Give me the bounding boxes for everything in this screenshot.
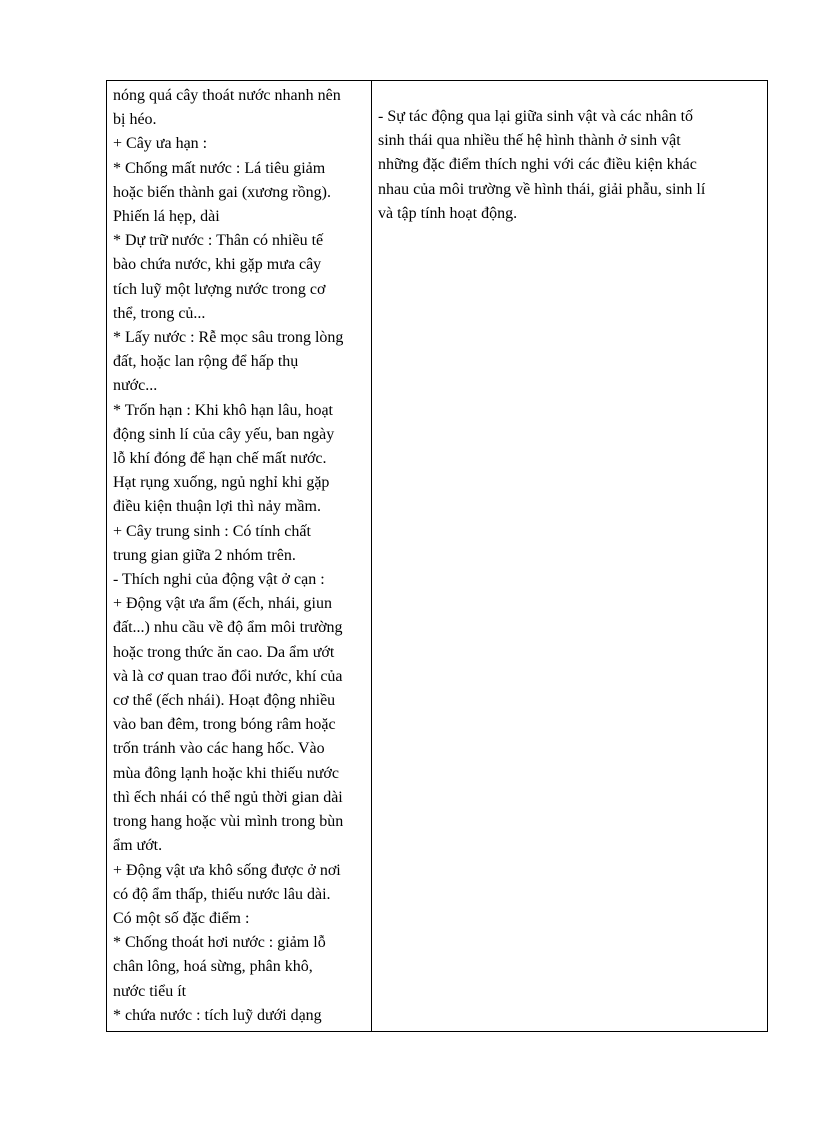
right-text-line: nhau của môi trường về hình thái, giải phẫu, sinh lí <box>378 180 706 198</box>
left-text-line: - Thích nghi của động vật ở cạn : <box>113 571 325 589</box>
right-text-line: - Sự tác động qua lại giữa sinh vật và các nhân tố <box>378 108 694 125</box>
content-table <box>106 80 768 1032</box>
left-text-line: Phiến lá hẹp, dài <box>113 208 220 226</box>
left-text-line: chân lông, hoá sừng, phân khô, <box>113 958 313 976</box>
left-text-line: * Dự trữ nước : Thân có nhiều tế <box>113 232 324 250</box>
right-text-line: và tập tính hoạt động. <box>378 204 518 222</box>
left-text-line: + Động vật ưa khô sống được ở nơi <box>113 861 341 879</box>
left-text-line: bị héo. <box>113 111 157 129</box>
right-text-line: sinh thái qua nhiều thế hệ hình thành ở sinh vật <box>378 132 681 150</box>
left-text-line: trốn tránh vào các hang hốc. Vào <box>113 740 325 758</box>
left-text-line: Hạt rụng xuống, ngủ nghỉ khi gặp <box>113 474 330 492</box>
left-text-line: thể, trong củ... <box>113 304 206 322</box>
left-text-line: nước... <box>113 377 158 395</box>
left-text-line: mùa đông lạnh hoặc khi thiếu nước <box>113 764 339 782</box>
left-text-line: cơ thể (ếch nhái). Hoạt động nhiều <box>113 692 336 710</box>
left-text-line: trong hang hoặc vùi mình trong bùn <box>113 813 344 831</box>
left-text-line: điều kiện thuận lợi thì nảy mầm. <box>113 498 321 516</box>
left-text-line: * chứa nước : tích luỹ dưới dạng <box>113 1006 322 1024</box>
left-text-line: nóng quá cây thoát nước nhanh nên <box>113 87 341 104</box>
left-text-line: và là cơ quan trao đổi nước, khí của <box>113 667 343 685</box>
left-text-line: * Chống mất nước : Lá tiêu giảm <box>113 159 326 177</box>
left-text-line: đất...) nhu cầu về độ ẩm môi trường <box>113 619 343 637</box>
left-text-line: + Động vật ưa ẩm (ếch, nhái, giun <box>113 595 332 613</box>
left-text-line: * Lấy nước : Rễ mọc sâu trong lòng <box>113 329 344 347</box>
left-text-line: trung gian giữa 2 nhóm trên. <box>113 546 296 564</box>
left-text-line: đất, hoặc lan rộng để hấp thụ <box>113 353 299 371</box>
right-text-line: những đặc điểm thích nghi với các điều kiện khác <box>378 156 697 174</box>
left-text-line: hoặc biến thành gai (xương rồng). <box>113 183 331 201</box>
left-text-line: + Cây trung sinh : Có tính chất <box>113 522 311 540</box>
left-column-cell <box>107 81 372 1031</box>
left-text-line: nước tiểu ít <box>113 982 187 1000</box>
left-text-line: bào chứa nước, khi gặp mưa cây <box>113 256 322 274</box>
left-text-line: động sinh lí của cây yếu, ban ngày <box>113 425 335 443</box>
left-text-line: + Cây ưa hạn : <box>113 135 208 153</box>
left-text-line: hoặc trong thức ăn cao. Da ẩm ướt <box>113 643 335 661</box>
left-text-line: có độ ẩm thấp, thiếu nước lâu dài. <box>113 885 331 903</box>
left-text-line: lỗ khí đóng để hạn chế mất nước. <box>113 450 327 468</box>
left-text-line: vào ban đêm, trong bóng râm hoặc <box>113 716 336 734</box>
left-text-line: * Chống thoát hơi nước : giảm lỗ <box>113 934 326 952</box>
left-text-line: ẩm ướt. <box>113 837 163 855</box>
left-text-line: thì ếch nhái có thể ngủ thời gian dài <box>113 788 343 806</box>
left-text-line: tích luỹ một lượng nước trong cơ <box>113 280 326 298</box>
left-text-line: Có một số đặc điểm : <box>113 909 250 927</box>
right-column-cell <box>372 81 767 1031</box>
left-text-line: * Trốn hạn : Khi khô hạn lâu, hoạt <box>113 401 333 419</box>
